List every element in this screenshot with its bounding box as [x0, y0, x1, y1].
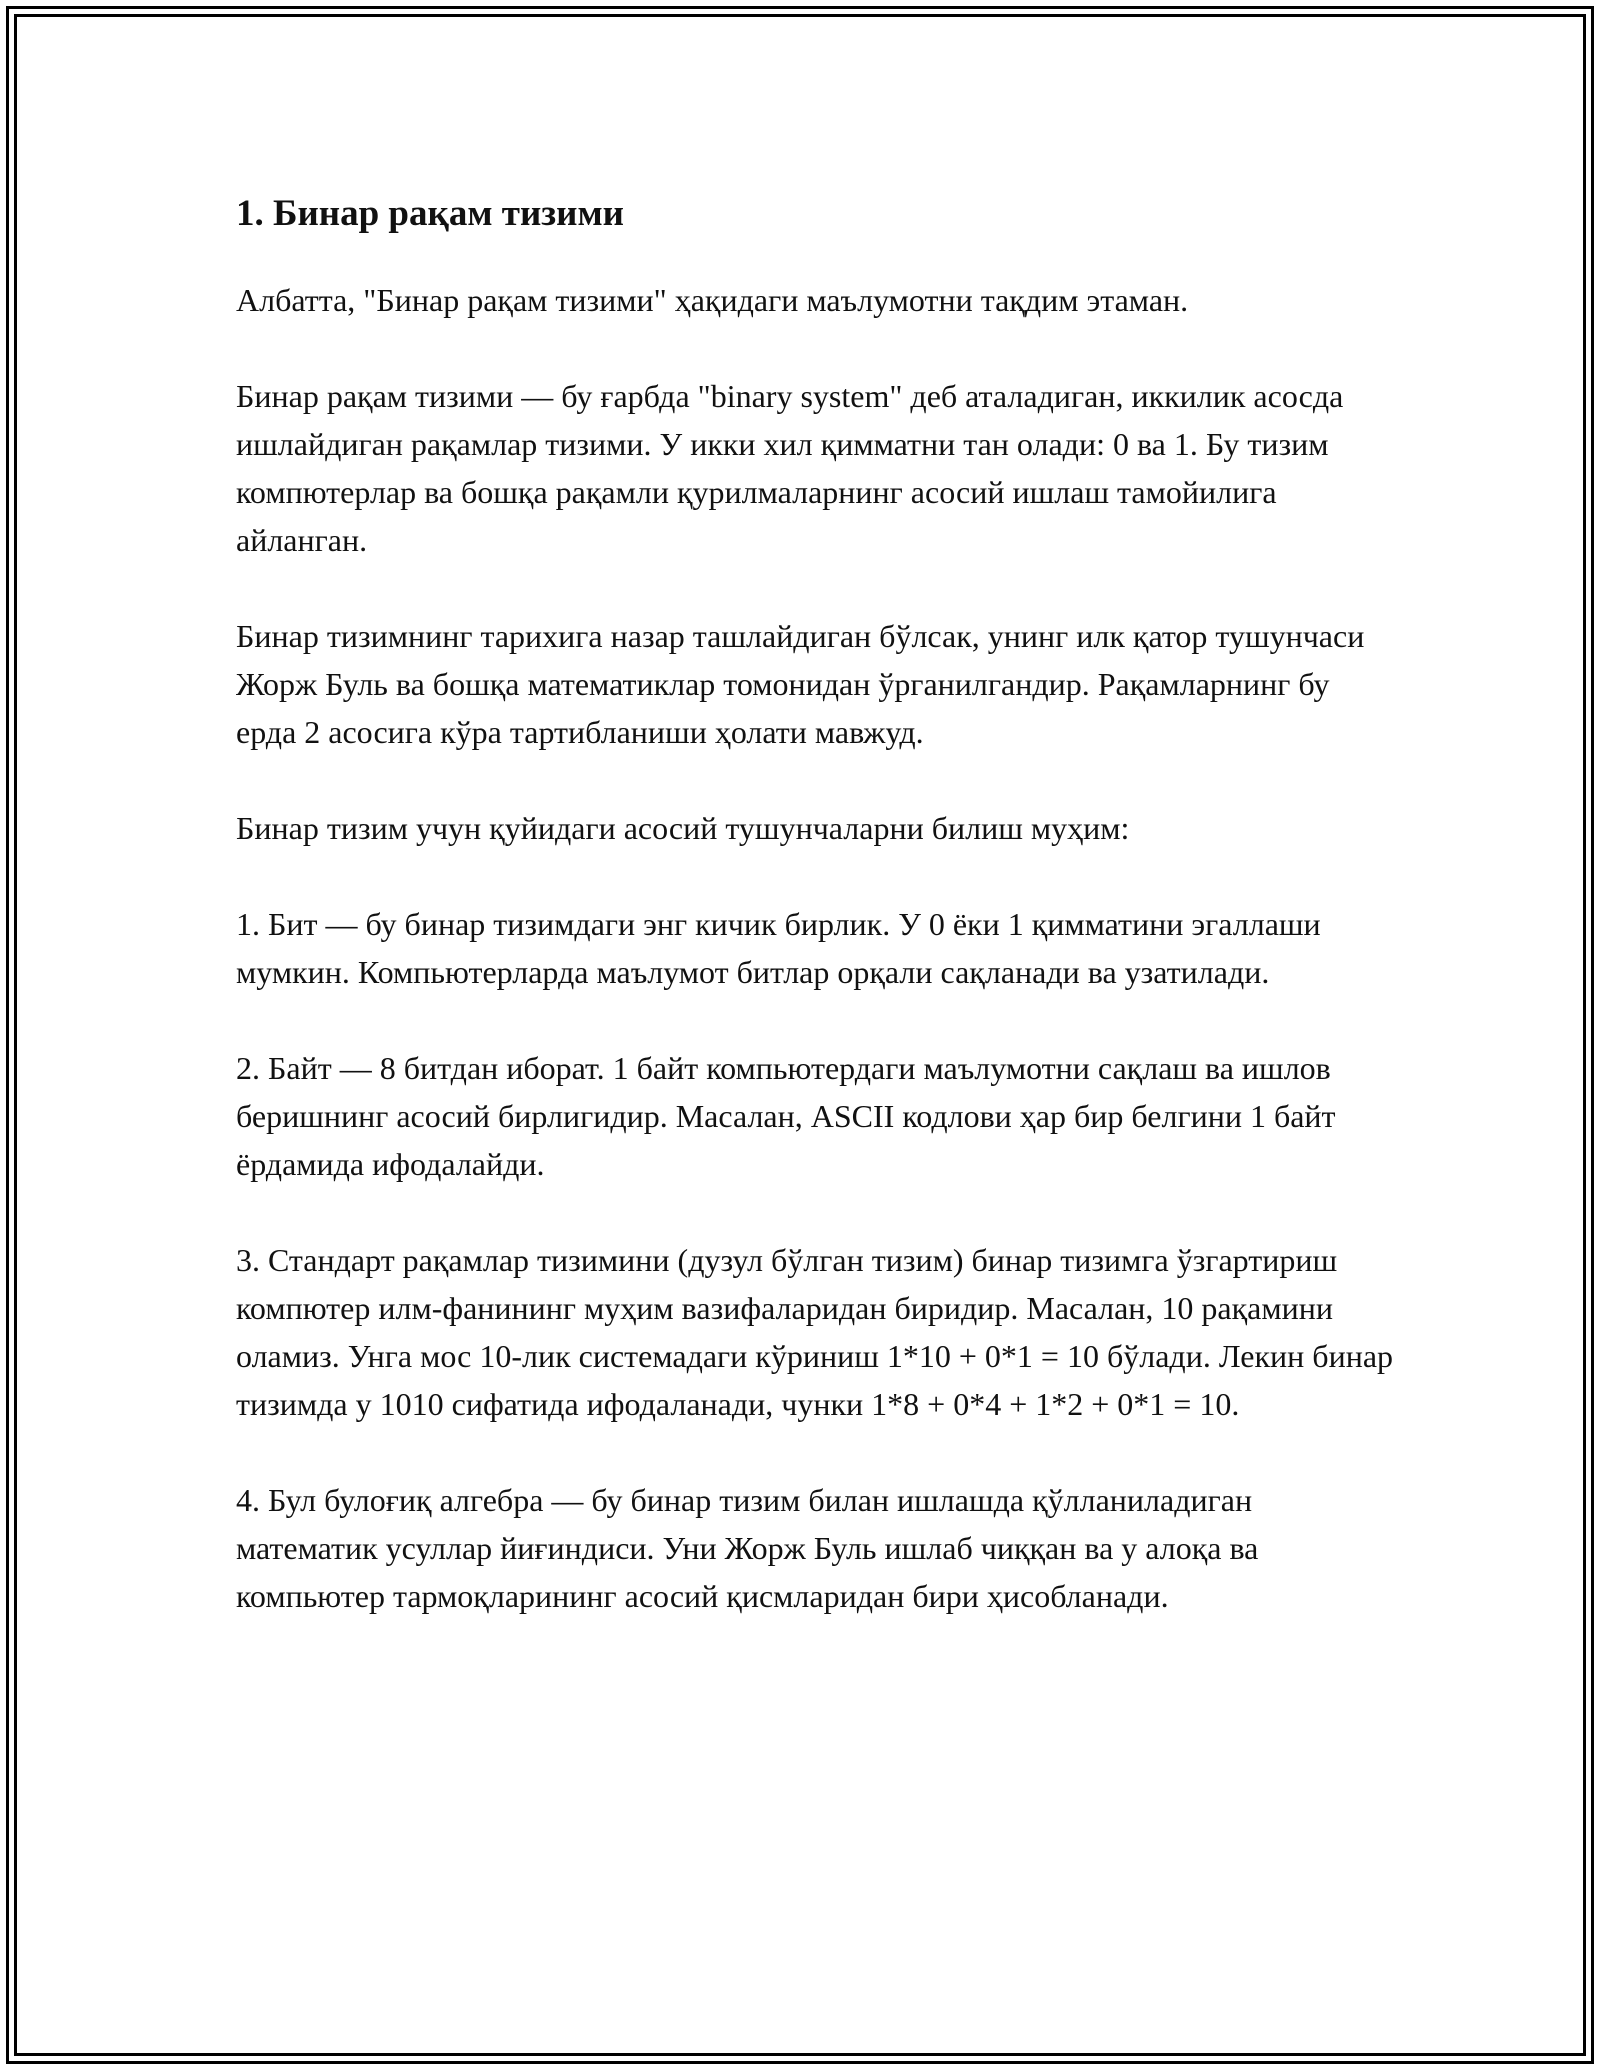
paragraph-bit: 1. Бит — бу бинар тизимдаги энг кичик бирлик. У 0 ёки 1 қимматини эгаллаши мумкин. Компьютерларда маълумот битлар орқали сақланади ва узатилади.	[236, 906, 1321, 990]
paragraph-intro: Албатта, "Бинар рақам тизими" ҳақидаги маълумотни тақдим этаман.	[236, 282, 1189, 318]
paragraph-conversion: 3. Стандарт рақамлар тизимини (дузул бўлган тизим) бинар тизимга ўзгартириш компютер илм-фанининг муҳим вазифаларидан биридир. Масалан, 10 рақамини оламиз. Унга мос 10-лик системадаги кўриниш 1*10 + 0*1 = 10 бўлади. Лекин бинар тизимда у 1010 сифатида ифодаланади, чунки 1*8 + 0*4 + 1*2 + 0*1 = 10.	[236, 1242, 1394, 1422]
paragraph-definition: Бинар рақам тизими — бу ғарбда "binary system" деб аталадиган, иккилик асосда ишлайдиган рақамлар тизими. У икки хил қимматни тан олади: 0 ва 1. Бу тизим компютерлар ва бошқа рақамли қурилмаларнинг асосий ишлаш тамойилига айланган.	[236, 378, 1344, 558]
document-title: 1. Бинар рақам тизими	[236, 193, 624, 234]
document-body	[236, 186, 1396, 1668]
paragraph-byte: 2. Байт — 8 битдан иборат. 1 байт компьютердаги маълумотни сақлаш ва ишлов беришнинг асосий бирлигидир. Масалан, ASCII кодлови ҳар бир белгини 1 байт ёрдамида ифодалайди.	[236, 1050, 1336, 1182]
paragraph-boolean-algebra: 4. Бул булоғиқ алгебра — бу бинар тизим билан ишлашда қўлланиладиган математик усуллар йиғиндиси. Уни Жорж Буль ишлаб чиққан ва у алоқа ва компьютер тармоқларининг асосий қисмларидан бири ҳисобланади.	[236, 1482, 1259, 1614]
paragraph-history: Бинар тизимнинг тарихига назар ташлайдиган бўлсак, унинг илк қатор тушунчаси Жорж Буль ва бошқа математиклар томонидан ўрганилгандир. Рақамларнинг бу ерда 2 асосига кўра тартибланиши ҳолати мавжуд.	[236, 618, 1365, 750]
paragraph-concepts-intro: Бинар тизим учун қуйидаги асосий тушунчаларни билиш муҳим:	[236, 810, 1130, 846]
